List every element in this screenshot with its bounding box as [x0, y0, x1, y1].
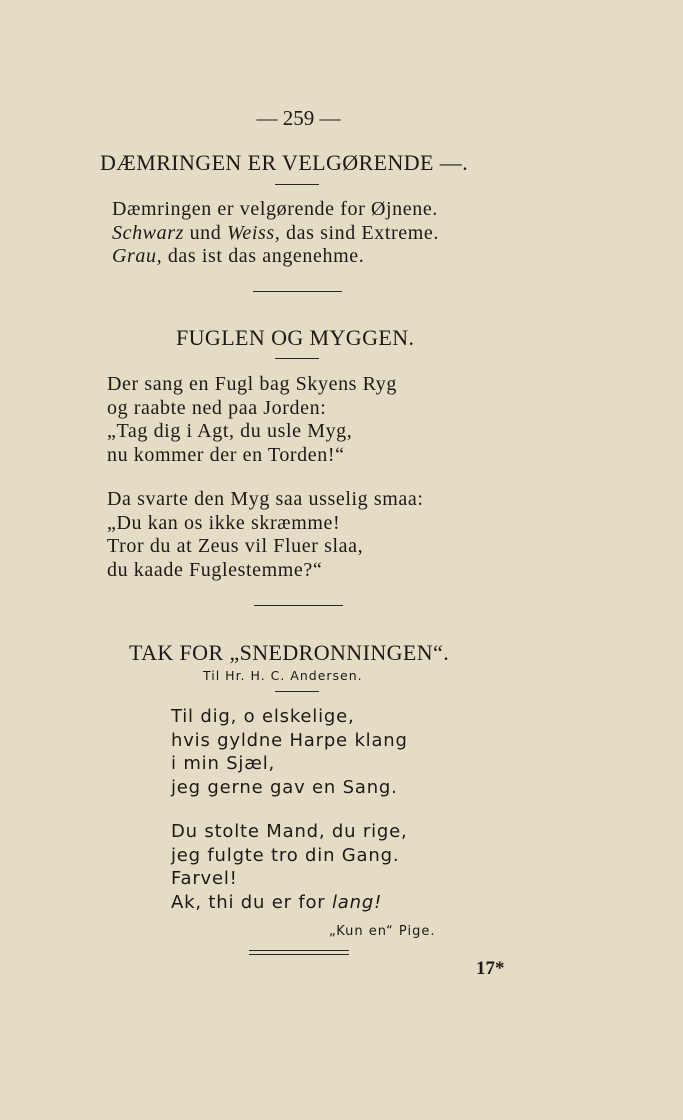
poem-line: Grau, das ist das angenehme.: [112, 245, 365, 267]
poem-line: og raabte ned paa Jorden:: [107, 396, 327, 419]
poem-line: hvis gyldne Harpe klang: [171, 729, 408, 751]
poem-line: Til dig, o elskelige,: [171, 706, 355, 727]
section-title-daemringen: DÆMRINGEN ER VELGØRENDE —.: [100, 150, 469, 175]
poem-line: du kaade Fuglestemme?“: [107, 558, 323, 581]
poem-daemringen: [112, 198, 439, 269]
poem-signature: „Kun en“ Pige.: [329, 924, 436, 939]
poem-line: Der sang en Fugl bag Skyens Ryg: [107, 373, 397, 395]
title-underline: [275, 691, 319, 692]
page-number: — 259 —: [256, 106, 341, 130]
poem-line: Schwarz und Weiss, das sind Extreme.: [112, 221, 439, 244]
title-underline: [275, 184, 319, 185]
end-double-rule: [249, 950, 349, 955]
poem-line: Da svarte den Myg saa usselig smaa:: [107, 488, 424, 510]
poem-fuglen-og-myggen: [107, 373, 423, 582]
title-underline: [275, 358, 319, 359]
poem-line: jeg fulgte tro din Gang.: [171, 844, 400, 866]
section-title-tak-for-snedronningen: TAK FOR „SNEDRONNINGEN“.: [129, 640, 450, 665]
poem-line: i min Sjæl,: [171, 753, 276, 774]
signature-mark: 17*: [476, 958, 505, 979]
poem-line: Du stolte Mand, du rige,: [171, 821, 408, 842]
poem-line: Tror du at Zeus vil Fluer slaa,: [107, 535, 364, 557]
poem-line: nu kommer der en Torden!“: [107, 443, 345, 466]
poem-line: „Du kan os ikke skræmme!: [107, 511, 341, 534]
section-divider: [254, 605, 343, 606]
poem-line: „Tag dig i Agt, du usle Myg,: [107, 420, 353, 442]
poem-line: jeg gerne gav en Sang.: [171, 776, 398, 798]
poem-line: Ak, thi du er for lang!: [171, 891, 383, 913]
section-divider: [253, 291, 342, 292]
poem-line: Farvel!: [171, 868, 238, 889]
poem-tak-for-snedronningen: [171, 705, 408, 914]
dedication: Til Hr. H. C. Andersen.: [203, 668, 363, 683]
section-title-fuglen-og-myggen: FUGLEN OG MYGGEN.: [176, 325, 415, 350]
poem-line: Dæmringen er velgørende for Øjnene.: [112, 198, 438, 220]
